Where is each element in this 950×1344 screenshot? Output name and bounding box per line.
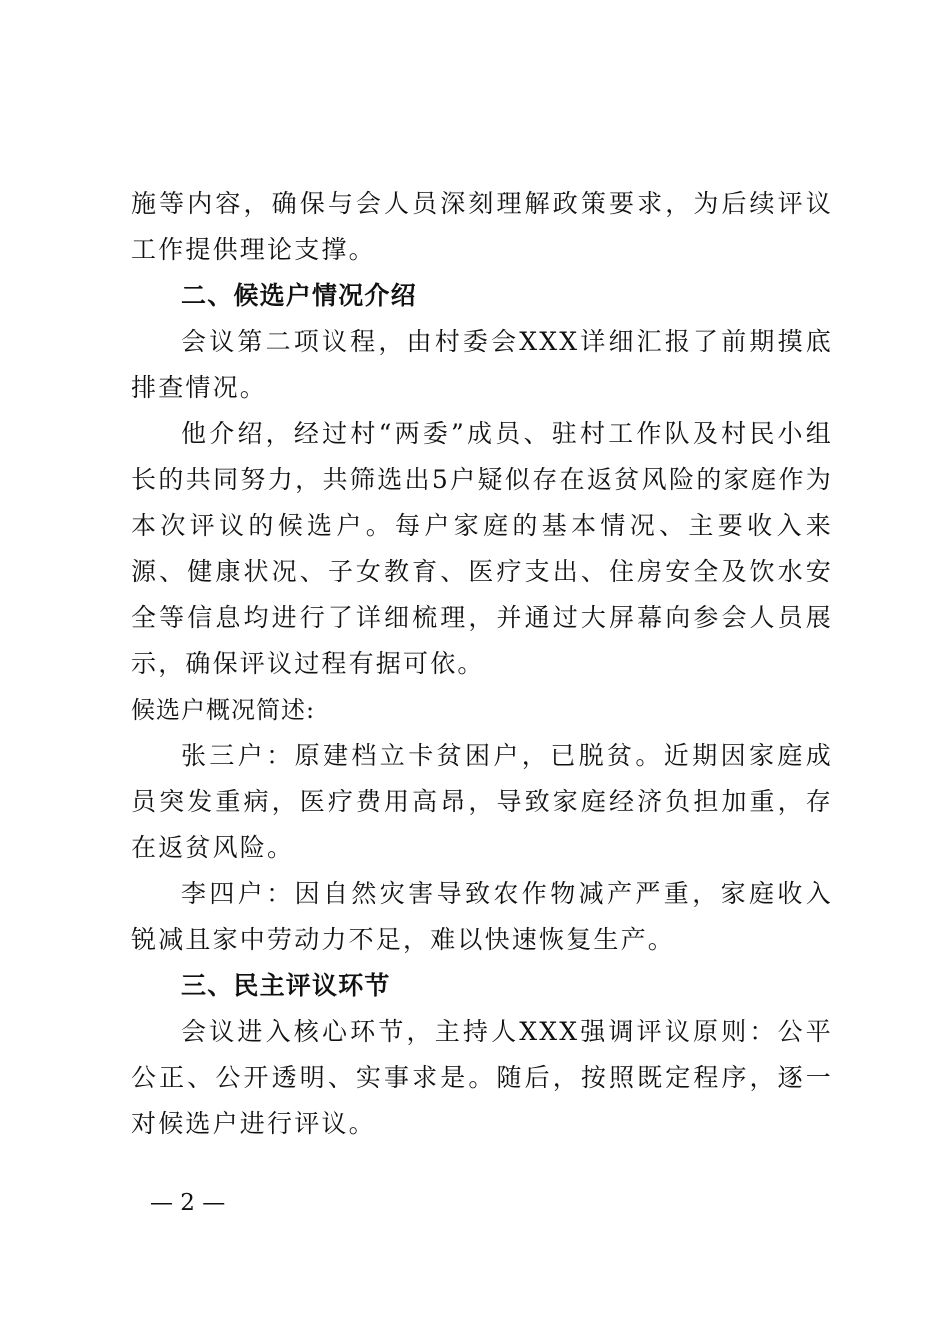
page-number: — 2 —	[150, 1190, 226, 1216]
paragraph-review-process: 会议进入核心环节，主持人XXX强调评议原则：公平公正、公开透明、实事求是。随后，按照既定程序，逐一对候选户进行评议。	[131, 1017, 833, 1138]
candidate-summary-label: 候选户概况简述:	[131, 696, 316, 724]
paragraph-agenda-item-two: 会议第二项议程，由村委会XXX详细汇报了前期摸底排查情况。	[131, 327, 833, 402]
candidate-zhang-san-summary: 张三户：原建档立卡贫困户，已脱贫。近期因家庭成员突发重病，医疗费用高昂，导致家庭经济负担加重，存在返贫风险。	[131, 741, 833, 862]
section-heading-candidates: 二、候选户情况介绍	[181, 281, 417, 310]
document-body	[131, 181, 833, 1147]
paragraph-screening-introduction: 他介绍，经过村“两委”成员、驻村工作队及村民小组长的共同努力，共筛选出5户疑似存在返贫风险的家庭作为本次评议的候选户。每户家庭的基本情况、主要收入来源、健康状况、子女教育、医疗支出、住房安全及饮水安全等信息均进行了详细梳理，并通过大屏幕向参会人员展示，确保评议过程有据可依。	[131, 419, 833, 678]
section-heading-democratic-review: 三、民主评议环节	[181, 971, 391, 1000]
paragraph-policy-support: 施等内容，确保与会人员深刻理解政策要求，为后续评议工作提供理论支撑。	[131, 189, 833, 264]
candidate-li-si-summary: 李四户：因自然灾害导致农作物减产严重，家庭收入锐减且家中劳动力不足，难以快速恢复生产。	[131, 879, 833, 954]
